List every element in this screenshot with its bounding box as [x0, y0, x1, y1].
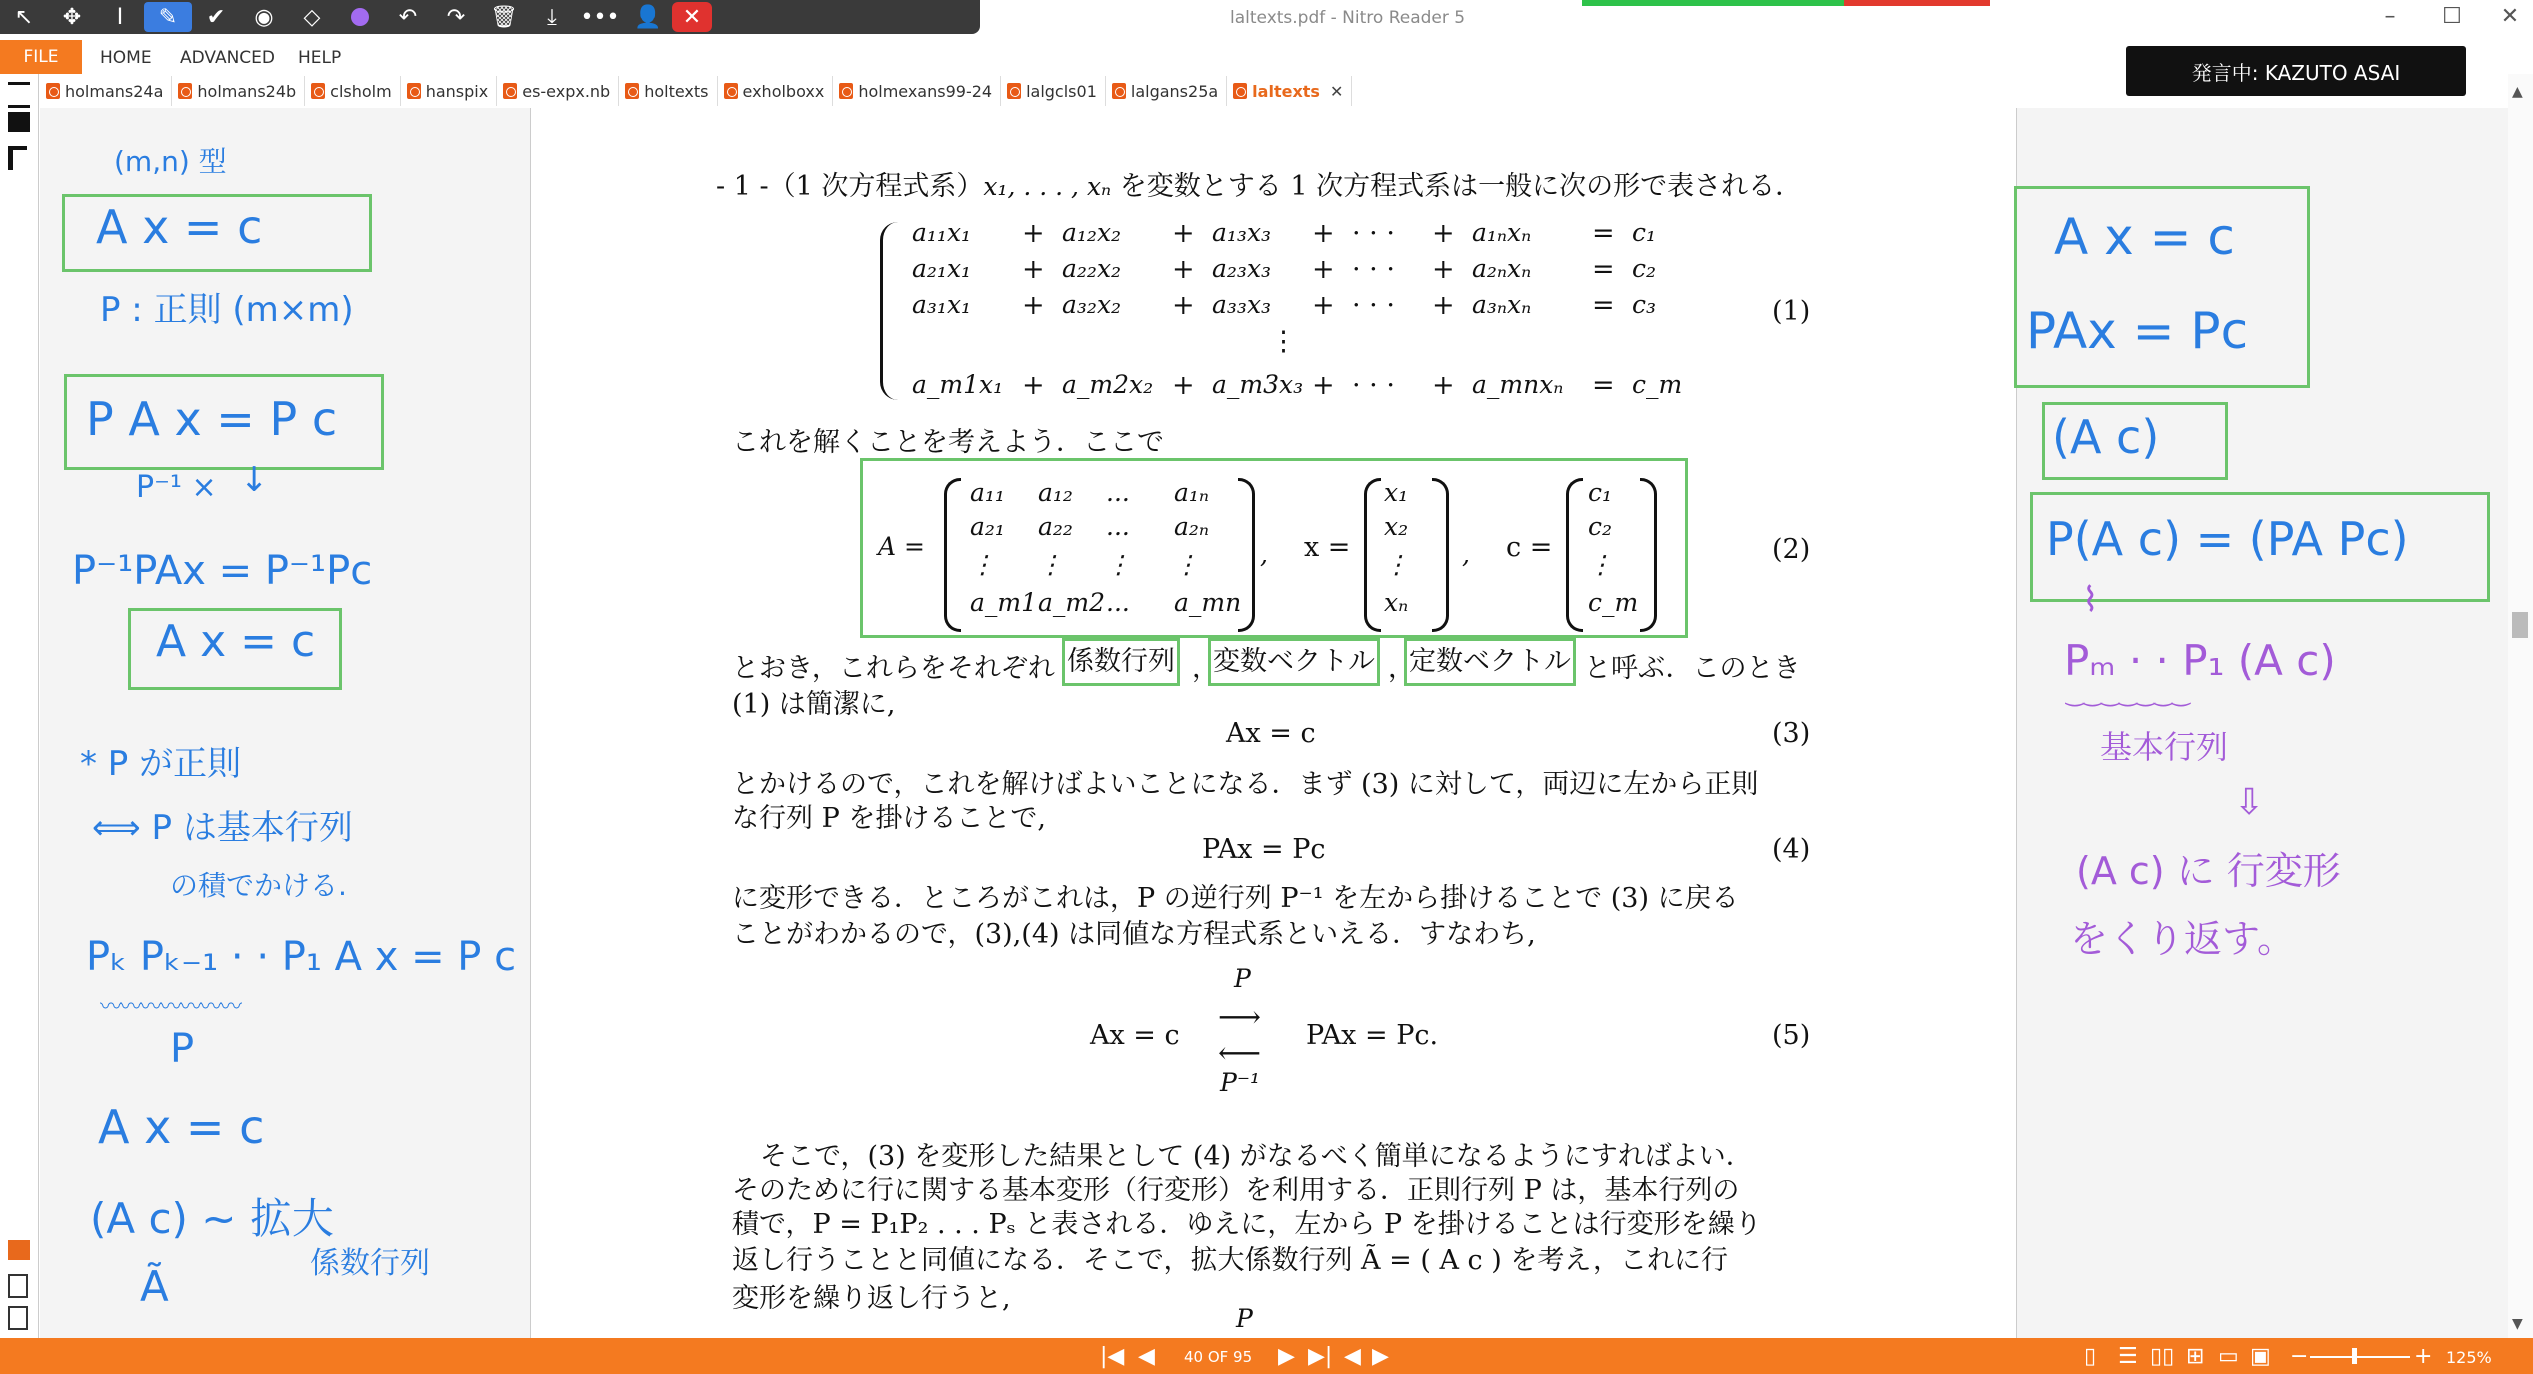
handwritten-note: PAx = Pc: [2026, 302, 2249, 360]
equation-term: · · ·: [1352, 254, 1395, 285]
matrix-entry: ⋮: [1106, 550, 1131, 579]
handwritten-note: (A c) に 行変形: [2076, 849, 2341, 893]
text-line: (1) は簡潔に,: [732, 689, 896, 720]
annotation-toolbar: [0, 0, 980, 34]
equation-term: · · ·: [1352, 290, 1395, 321]
equation-term: a_mnxₙ: [1472, 370, 1564, 399]
equation-term: · · ·: [1352, 218, 1395, 249]
eq5-forward-arrow: ⟶: [1218, 1000, 1262, 1035]
matrix-entry: x₁: [1384, 478, 1409, 507]
pointer-icon[interactable]: ↖: [14, 4, 34, 30]
equation-term: +: [1172, 290, 1195, 321]
comma: ,: [1260, 540, 1268, 569]
handwritten-note: A x = c: [2054, 208, 2235, 266]
tab-document[interactable]: holmans24a: [40, 76, 172, 106]
tab-document[interactable]: hanspix: [401, 76, 498, 106]
matrix-entry: c_m: [1588, 588, 1639, 617]
equation-term: a₂₂x₂: [1062, 254, 1122, 283]
zoom-slider-thumb[interactable]: [2352, 1348, 2357, 1364]
window-title: laltexts.pdf - Nitro Reader 5: [1230, 8, 1466, 28]
equation-term: +: [1022, 218, 1045, 249]
fit-page-icon[interactable]: ▣: [2250, 1344, 2271, 1369]
equation-term: =: [1592, 370, 1615, 401]
equation-term: a₃₂x₂: [1062, 290, 1122, 319]
paren-left: [1364, 478, 1381, 632]
minimize-icon[interactable]: –: [2384, 4, 2396, 29]
separator: ，: [1388, 653, 1415, 684]
redo-icon[interactable]: ↷: [446, 4, 466, 30]
matrix-entry: a_mn: [1174, 588, 1242, 617]
document-tabs: [40, 76, 1352, 106]
equation-term: +: [1312, 218, 1335, 249]
equation-term: a₁₂x₂: [1062, 218, 1122, 247]
equation-term: c₃: [1632, 290, 1657, 319]
pdf-icon: [1233, 83, 1247, 99]
paren-right: [1640, 478, 1657, 632]
equation-term: a_m3x₃: [1212, 370, 1304, 399]
equation-term: +: [1432, 254, 1455, 285]
equation-term: c₁: [1632, 218, 1657, 247]
text-line: とおき，これらをそれぞれ: [732, 653, 1055, 684]
menu-file[interactable]: FILE: [0, 40, 82, 74]
matrix-A-label: A =: [878, 532, 925, 561]
handwritten-note: A x = c: [156, 616, 316, 667]
eq5-backward-arrow: ⟵: [1218, 1036, 1262, 1071]
text-line: P: [1236, 1304, 1253, 1333]
matrix-entry: c₂: [1588, 512, 1613, 541]
vector-x-label: x =: [1304, 532, 1351, 563]
handwritten-note: 基本行列: [2100, 728, 2229, 766]
matrix-entry: a₁₂: [1038, 478, 1073, 507]
keyword-coefficient-matrix: 係数行列: [1062, 638, 1180, 686]
pdf-icon: [1007, 83, 1021, 99]
outline-icon[interactable]: [8, 1274, 28, 1298]
matrix-entry: a_m2: [1038, 588, 1106, 617]
handwritten-note: Pₖ Pₖ₋₁ · · P₁ A x = P c: [86, 934, 517, 980]
equation-term: a_m2x₂: [1062, 370, 1154, 399]
speaker-indicator: 発言中: KAZUTO ASAI: [2126, 46, 2466, 96]
equation-term: c_m: [1632, 370, 1683, 399]
equation-term: a₁₁x₁: [912, 218, 972, 247]
scroll-down-icon[interactable]: ▼: [2512, 1316, 2523, 1332]
pdf-icon: [724, 83, 738, 99]
meeting-status-bar-red: [1844, 0, 1990, 6]
vertical-ellipsis: ⋮: [1270, 326, 1297, 357]
handwritten-note: 係数行列: [310, 1246, 430, 1281]
tab-document[interactable]: holmexans99-24: [833, 76, 1001, 106]
text-line: 返し行うことと同値になる．そこで，拡大係数行列 Ã = ( A c ) を考え，これに行: [732, 1245, 1728, 1276]
keyword-constant-vector: 定数ベクトル: [1404, 638, 1576, 686]
handwritten-note: P : 正則 (m×m): [100, 290, 354, 330]
equation-term: +: [1022, 370, 1045, 401]
pdf-icon: [311, 83, 325, 99]
tab-document[interactable]: lalgans25a: [1106, 76, 1227, 106]
more-icon[interactable]: •••: [580, 4, 620, 30]
first-page-icon[interactable]: |◀: [1100, 1344, 1125, 1369]
zoom-out-icon[interactable]: −: [2290, 1344, 2309, 1369]
matrix-entry: ⋮: [970, 550, 995, 579]
last-page-icon[interactable]: ▶|: [1308, 1344, 1333, 1369]
text-line: そこで，(3) を変形した結果として (4) がなるべく簡単になるようにすればよい．: [760, 1141, 1753, 1172]
text-line: ことがわかるので，(3),(4) は同値な方程式系といえる．すなわち,: [732, 919, 1536, 950]
equation-4: PAx = Pc: [1202, 834, 1326, 865]
handwritten-note: P: [170, 1026, 195, 1072]
matrix-entry: ⋮: [1384, 550, 1409, 579]
equation-term: =: [1592, 290, 1615, 321]
equation-term: +: [1022, 290, 1045, 321]
handwritten-note: P⁻¹PAx = P⁻¹Pc: [72, 548, 373, 594]
pages-icon[interactable]: [8, 82, 30, 108]
matrix-entry: ...: [1106, 588, 1130, 617]
text-line: と呼ぶ．このとき: [1584, 653, 1801, 684]
matrix-entry: a₁₁: [970, 478, 1005, 507]
menu-advanced[interactable]: ADVANCED: [180, 48, 276, 68]
maximize-icon[interactable]: ☐: [2442, 4, 2462, 29]
handwritten-note: A x = c: [96, 200, 263, 254]
matrix-entry: a₂ₙ: [1174, 512, 1210, 541]
equation-term: a₂ₙxₙ: [1472, 254, 1532, 283]
tab-document[interactable]: es-expx.nb: [497, 76, 619, 106]
single-page-icon[interactable]: ▯: [2084, 1344, 2097, 1369]
equation-term: +: [1312, 370, 1335, 401]
equation-term: +: [1172, 370, 1195, 401]
menu-home[interactable]: HOME: [100, 48, 152, 68]
matrix-A: [966, 478, 1242, 628]
text-line: これを解くことを考えよう．ここで: [732, 427, 1164, 458]
equation-term: +: [1172, 254, 1195, 285]
brace-underline: 〰〰〰〰〰〰〰: [100, 995, 241, 1020]
equation-term: +: [1172, 218, 1195, 249]
undo-icon[interactable]: ↶: [398, 4, 418, 30]
equation-term: =: [1592, 218, 1615, 249]
eq5-forward-label: P: [1234, 964, 1251, 993]
tab-document[interactable]: holmans24b: [172, 76, 305, 106]
text-line: そのために行に関する基本変形（行変形）を利用する．正則行列 P は，基本行列の: [732, 1175, 1740, 1206]
equation-term: a₃₃x₃: [1212, 290, 1272, 319]
comma: ,: [1462, 540, 1470, 569]
bookmarks-icon[interactable]: [8, 112, 30, 132]
handwritten-note: の積でかける.: [170, 869, 347, 902]
handwritten-note: Pₘ · · P₁ (A c): [2064, 636, 2336, 685]
back-view-icon[interactable]: ◀: [1344, 1344, 1361, 1369]
matrix-entry: a₂₂: [1038, 512, 1073, 541]
matrix-entry: a₂₁: [970, 512, 1005, 541]
equation-number: (5): [1772, 1020, 1811, 1051]
paren-right: [1432, 478, 1449, 632]
pdf-icon: [625, 83, 639, 99]
pen-icon[interactable]: ✎: [144, 2, 192, 32]
matrix-entry: ...: [1106, 512, 1130, 541]
handwritten-note: P(A c) = (PA Pc): [2046, 512, 2409, 566]
check-icon[interactable]: ✔: [206, 4, 226, 30]
matrix-entry: a₁ₙ: [1174, 478, 1210, 507]
tab-active-document[interactable]: laltexts ✕: [1227, 76, 1352, 106]
separator: ，: [1192, 653, 1219, 684]
page-indicator[interactable]: 40 OF 95: [1184, 1348, 1253, 1366]
eq5-backward-label: P⁻¹: [1220, 1068, 1261, 1097]
meeting-status-bar-green: [1582, 0, 1844, 6]
handwritten-note: * P が正則: [80, 744, 242, 784]
matrix-entry: a_m1: [970, 588, 1038, 617]
eraser-icon[interactable]: ◇: [303, 4, 321, 30]
equation-term: a₃₁x₁: [912, 290, 972, 319]
zoom-level[interactable]: 125%: [2446, 1348, 2492, 1367]
equation-number: (1): [1772, 296, 1811, 327]
down-arrow-icon: ⇩: [2234, 782, 2265, 823]
tab-close-icon[interactable]: ✕: [1329, 81, 1344, 101]
matrix-entry: x₂: [1384, 512, 1409, 541]
equation-number: (4): [1772, 834, 1811, 865]
menu-help[interactable]: HELP: [298, 48, 342, 68]
squiggle-arrow-icon: ⌇: [2082, 580, 2099, 620]
matrix-entry: ...: [1106, 478, 1130, 507]
text-line: 変形を繰り返し行うと,: [732, 1283, 1011, 1314]
equation-term: · · ·: [1352, 370, 1395, 401]
eq5-left: Ax = c: [1090, 1020, 1180, 1051]
handwritten-note: P A x = P c: [86, 392, 338, 446]
matrix-entry: c₁: [1588, 478, 1613, 507]
handwritten-note: A x = c: [98, 1100, 265, 1154]
user-icon[interactable]: 👤: [634, 4, 662, 30]
matrix-entry: ⋮: [1588, 550, 1613, 579]
brace-underline: ‿‿‿‿‿‿‿: [2066, 682, 2190, 707]
layers-icon[interactable]: [8, 1306, 28, 1330]
equation-number: (3): [1772, 718, 1811, 749]
equation-term: +: [1432, 290, 1455, 321]
down-arrow-icon: ↓: [240, 460, 269, 500]
pdf-icon: [503, 83, 517, 99]
equation-term: a₂₁x₁: [912, 254, 972, 283]
text-cursor-icon[interactable]: I: [116, 4, 124, 30]
vector-c-label: c =: [1506, 532, 1553, 563]
equation-term: +: [1432, 218, 1455, 249]
forward-view-icon[interactable]: ▶: [1372, 1344, 1389, 1369]
equation-term: a₁₃x₃: [1212, 218, 1272, 247]
equation-term: a₂₃x₃: [1212, 254, 1272, 283]
keyword-variable-vector: 変数ベクトル: [1208, 638, 1380, 686]
text-line: 積で，P = P₁P₂ . . . Pₛ と表される．ゆえに，左から P を掛けることは行変形を繰り: [732, 1209, 1762, 1240]
equation-term: a₁ₙxₙ: [1472, 218, 1532, 247]
scroll-up-icon[interactable]: ▲: [2512, 84, 2523, 100]
equation-system: [912, 218, 1683, 408]
equation-3: Ax = c: [1226, 718, 1316, 749]
pdf-icon: [178, 83, 192, 99]
left-brace: [880, 222, 901, 400]
comments-icon[interactable]: [8, 1240, 30, 1260]
equation-term: +: [1022, 254, 1045, 285]
zoom-in-icon[interactable]: +: [2414, 1344, 2433, 1369]
equation-term: =: [1592, 254, 1615, 285]
vector-c: [1584, 478, 1638, 628]
tab-document[interactable]: clsholm: [305, 76, 401, 106]
equation-term: +: [1312, 254, 1335, 285]
move-icon[interactable]: ✥: [62, 4, 82, 30]
equation-term: a₃ₙxₙ: [1472, 290, 1532, 319]
facing-icon[interactable]: ▯▯: [2150, 1344, 2175, 1369]
vector-x: [1380, 478, 1430, 628]
delete-icon[interactable]: 🗑: [490, 4, 518, 30]
handwritten-note: (m,n) 型: [114, 145, 227, 178]
pdf-icon: [46, 83, 60, 99]
close-icon[interactable]: ✕: [672, 2, 712, 32]
equation-term: a_m1x₁: [912, 370, 1004, 399]
handwritten-note: P⁻¹ ×: [136, 470, 217, 505]
handwritten-note: ⟺ P は基本行列: [92, 808, 353, 848]
vertical-scrollbar[interactable]: [2508, 74, 2533, 1338]
handwritten-note: Ã: [140, 1262, 169, 1311]
equation-term: c₂: [1632, 254, 1657, 283]
paren-left: [944, 478, 961, 632]
text-line: な行列 P を掛けることで,: [732, 803, 1046, 834]
equation-number: (2): [1772, 534, 1811, 565]
handwritten-note: (A c) ~ 拡大: [90, 1194, 334, 1243]
matrix-entry: ⋮: [1038, 550, 1063, 579]
tab-document[interactable]: holtexts: [619, 76, 717, 106]
color-icon[interactable]: [336, 2, 384, 32]
continuous-icon[interactable]: ☰: [2118, 1344, 2138, 1369]
facing-continuous-icon[interactable]: ⊞: [2186, 1344, 2205, 1369]
download-icon[interactable]: ⤓: [547, 4, 557, 30]
equation-term: +: [1432, 370, 1455, 401]
text-line: - 1 -（1 次方程式系）x₁, . . . , xₙ を変数とする 1 次方程式系は一般に次の形で表される．: [716, 171, 1803, 202]
tab-document[interactable]: lalgcls01: [1001, 76, 1106, 106]
close-window-icon[interactable]: ✕: [2500, 4, 2520, 29]
matrix-entry: xₙ: [1384, 588, 1409, 617]
matrix-entry: ⋮: [1174, 550, 1199, 579]
attachments-icon[interactable]: [8, 146, 27, 170]
paren-left: [1566, 478, 1583, 632]
handwritten-note: をくり返す。: [2070, 917, 2295, 961]
pdf-icon: [839, 83, 853, 99]
scroll-thumb[interactable]: [2512, 612, 2528, 638]
tab-document[interactable]: exholboxx: [718, 76, 834, 106]
side-rail: [0, 74, 39, 1338]
fit-width-icon[interactable]: ▭: [2218, 1344, 2239, 1369]
next-page-icon[interactable]: ▶: [1278, 1344, 1295, 1369]
text-line: とかけるので，これを解けばよいことになる．まず (3) に対して，両辺に左から正則: [732, 769, 1759, 800]
stamp-icon[interactable]: ◉: [254, 4, 274, 30]
text-line: に変形できる．ところがこれは，P の逆行列 P⁻¹ を左から掛けることで (3) に戻る: [732, 883, 1739, 914]
handwritten-note: (A c): [2052, 410, 2160, 464]
equation-term: +: [1312, 290, 1335, 321]
pdf-icon: [1112, 83, 1126, 99]
zoom-slider-track[interactable]: [2310, 1356, 2410, 1358]
pdf-icon: [407, 83, 421, 99]
eq5-right: PAx = Pc.: [1306, 1020, 1439, 1051]
prev-page-icon[interactable]: ◀: [1138, 1344, 1155, 1369]
